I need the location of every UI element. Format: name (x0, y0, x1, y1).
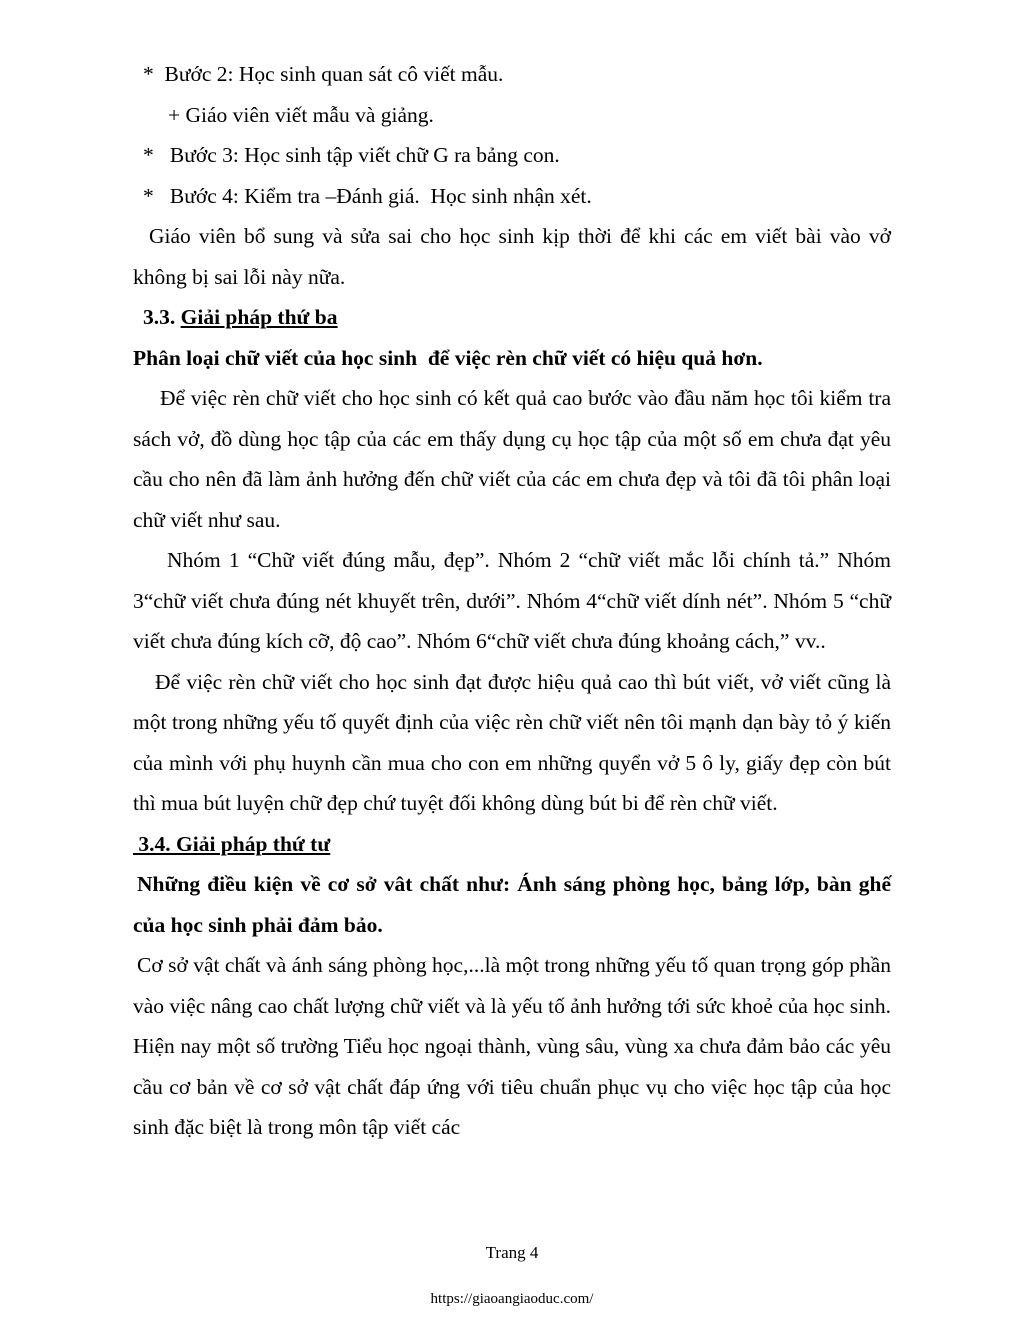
footer-url: https://giaoangiaoduc.com/ (430, 1291, 594, 1307)
section-3-4-heading: 3.4. Giải pháp thứ tư (133, 831, 331, 856)
section-3-3-number: 3.3. (143, 305, 181, 329)
section-3-4-subtitle: Những điều kiện về cơ sở vât chất như: Ánh sáng phòng học, bảng lớp, bàn ghế của học sinh phải đảm bảo. (133, 872, 891, 937)
section-3-3-title: Giải pháp thứ ba (180, 305, 338, 329)
step-3-line: * Bước 3: Học sinh tập viết chữ G ra bảng con. (143, 143, 560, 167)
section-3-3-subtitle: Phân loại chữ viết của học sinh để việc rèn chữ viết có hiệu quả hơn. (133, 345, 763, 370)
teacher-paragraph: Giáo viên bổ sung và sửa sai cho học sinh kịp thời để khi các em viết bài vào vở không bị sai lỗi này nữa. (133, 224, 891, 289)
section-3-3-paragraph-1: Để việc rèn chữ viết cho học sinh có kết quả cao bước vào đầu năm học tôi kiểm tra sách vở, đồ dùng học tập của các em thấy dụng cụ học tập của một số em chưa đạt yêu cầu cho nên đã làm ảnh hưởng đến chữ viết của các em chưa đẹp và tôi đã tôi phân loại chữ viết như sau. (133, 386, 891, 532)
step-4-line: * Bước 4: Kiểm tra –Đánh giá. Học sinh nhận xét. (143, 183, 592, 208)
step-2-line: * Bước 2: Học sinh quan sát cô viết mẫu. (143, 62, 504, 86)
page-number: Trang 4 (485, 1243, 539, 1262)
section-3-3-paragraph-3: Để việc rèn chữ viết cho học sinh đạt được hiệu quả cao thì bút viết, vở viết cũng là một trong những yếu tố quyết định của việc rèn chữ viết nên tôi mạnh dạn bày tỏ ý kiến của mình với phụ huynh cần mua cho con em những quyển vở 5 ô ly, giấy đẹp còn bút thì mua bút luyện chữ đẹp chứ tuyệt đối không dùng bút bi để rèn chữ viết. (133, 669, 891, 815)
document-body (133, 54, 891, 1148)
section-3-3-paragraph-2: Nhóm 1 “Chữ viết đúng mẫu, đẹp”. Nhóm 2 “chữ viết mắc lỗi chính tả.” Nhóm 3“chữ viết chưa đúng nét khuyết trên, dưới”. Nhóm 4“chữ viết dính nét”. Nhóm 5 “chữ viết chưa đúng kích cỡ, độ cao”. Nhóm 6“chữ viết chưa đúng khoảng cách,” vv.. (133, 548, 891, 653)
section-3-4-paragraph-1: Cơ sở vật chất và ánh sáng phòng học,...là một trong những yếu tố quan trọng góp phần vào việc nâng cao chất lượng chữ viết và là yếu tố ảnh hưởng tới sức khoẻ của học sinh. Hiện nay một số trường Tiểu học ngoại thành, vùng sâu, vùng xa chưa đảm bảo các yêu cầu cơ bản về cơ sở vật chất đáp ứng với tiêu chuẩn phục vụ cho việc học tập của học sinh đặc biệt là trong môn tập viết các (133, 953, 891, 1139)
section-3-3-heading (133, 297, 891, 338)
step-2-sub-line: + Giáo viên viết mẫu và giảng. (168, 102, 434, 127)
